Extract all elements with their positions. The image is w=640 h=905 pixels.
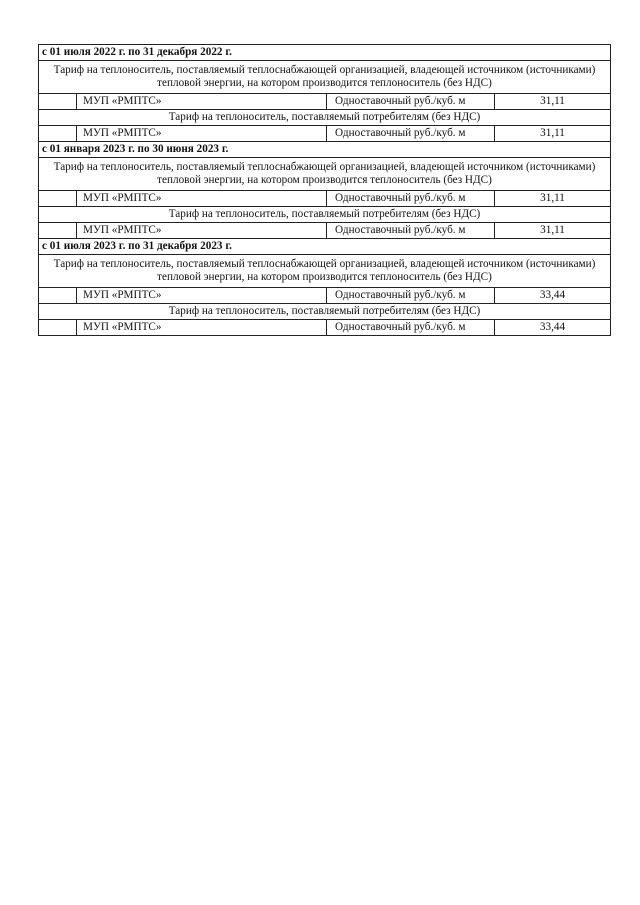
producer-tariff-title: Тариф на теплоноситель, поставляемый теплоснабжающей организацией, владеющей источником (источниками) тепловой энергии, на котором производится теплоноситель (без НДС) <box>39 158 611 191</box>
tariff-value-cell: 31,11 <box>495 126 611 142</box>
period-label: с 01 июля 2022 г. по 31 декабря 2022 г. <box>39 45 611 61</box>
blank-cell <box>39 223 77 239</box>
consumer-tariff-title: Тариф на теплоноситель, поставляемый потребителям (без НДС) <box>39 110 611 126</box>
blank-cell <box>39 94 77 110</box>
organization-cell: МУП «РМПТС» <box>77 223 327 239</box>
blank-cell <box>39 126 77 142</box>
tariff-title-row <box>39 304 611 320</box>
tariff-value-cell: 31,11 <box>495 223 611 239</box>
organization-cell: МУП «РМПТС» <box>77 191 327 207</box>
organization-cell: МУП «РМПТС» <box>77 288 327 304</box>
organization-cell: МУП «РМПТС» <box>77 320 327 336</box>
tariff-value-cell: 31,11 <box>495 94 611 110</box>
tariff-type-cell: Одноставочный руб./куб. м <box>327 191 495 207</box>
blank-cell <box>39 288 77 304</box>
producer-tariff-title: Тариф на теплоноситель, поставляемый теплоснабжающей организацией, владеющей источником (источниками) тепловой энергии, на котором производится теплоноситель (без НДС) <box>39 255 611 288</box>
consumer-tariff-title: Тариф на теплоноситель, поставляемый потребителям (без НДС) <box>39 207 611 223</box>
tariff-value-cell: 33,44 <box>495 320 611 336</box>
tariff-type-cell: Одноставочный руб./куб. м <box>327 223 495 239</box>
tariff-type-cell: Одноставочный руб./куб. м <box>327 94 495 110</box>
organization-cell: МУП «РМПТС» <box>77 126 327 142</box>
table-row <box>39 191 611 207</box>
producer-tariff-title: Тариф на теплоноситель, поставляемый теплоснабжающей организацией, владеющей источником (источниками) тепловой энергии, на котором производится теплоноситель (без НДС) <box>39 61 611 94</box>
tariff-value-cell: 33,44 <box>495 288 611 304</box>
period-row <box>39 45 611 61</box>
table-row <box>39 94 611 110</box>
tariff-type-cell: Одноставочный руб./куб. м <box>327 288 495 304</box>
period-label: с 01 января 2023 г. по 30 июня 2023 г. <box>39 142 611 158</box>
tariff-type-cell: Одноставочный руб./куб. м <box>327 320 495 336</box>
table-row <box>39 320 611 336</box>
period-label: с 01 июля 2023 г. по 31 декабря 2023 г. <box>39 239 611 255</box>
table-row <box>39 223 611 239</box>
tariff-value-cell: 31,11 <box>495 191 611 207</box>
consumer-tariff-title: Тариф на теплоноситель, поставляемый потребителям (без НДС) <box>39 304 611 320</box>
organization-cell: МУП «РМПТС» <box>77 94 327 110</box>
tariff-title-row <box>39 110 611 126</box>
table-row <box>39 288 611 304</box>
tariff-title-row <box>39 207 611 223</box>
tariff-type-cell: Одноставочный руб./куб. м <box>327 126 495 142</box>
tariff-title-row <box>39 61 611 94</box>
blank-cell <box>39 320 77 336</box>
tariff-table <box>38 44 611 336</box>
tariff-title-row <box>39 158 611 191</box>
table-row <box>39 126 611 142</box>
blank-cell <box>39 191 77 207</box>
period-row <box>39 239 611 255</box>
period-row <box>39 142 611 158</box>
tariff-title-row <box>39 255 611 288</box>
